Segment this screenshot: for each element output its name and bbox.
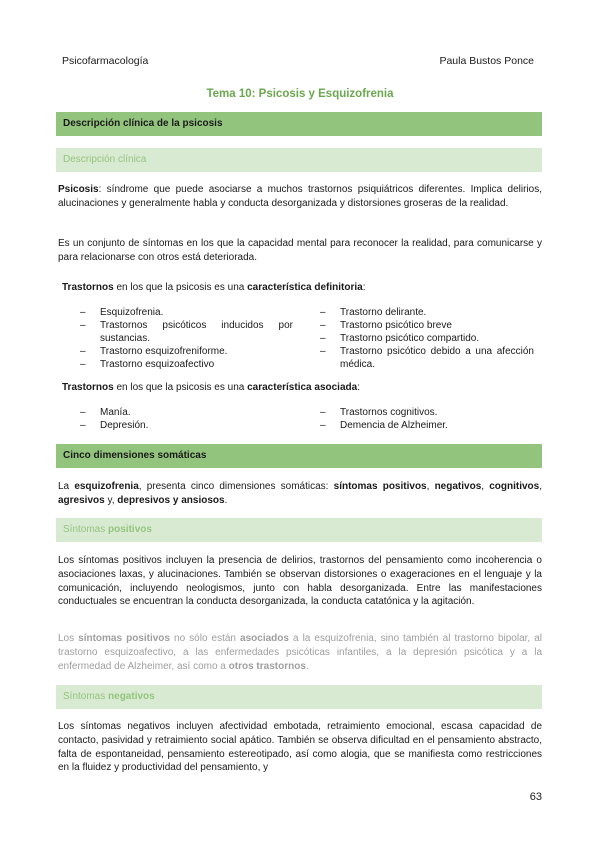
intro-b1: esquizofrenia <box>74 481 139 492</box>
topic-title: Tema 10: Psicosis y Esquizofrenia <box>206 88 394 100</box>
list-item-text: Esquizofrenia. <box>100 307 164 318</box>
intro-t1: La <box>58 481 75 492</box>
note-b2: asociados <box>240 633 289 644</box>
note-t2: no sólo están <box>169 633 241 644</box>
definitoria-intro-t1: en los que la psicosis es una <box>113 282 248 293</box>
intro-b5: agresivos <box>58 494 105 506</box>
intro-t2: , presenta cinco dimensiones somáticas: <box>138 481 334 492</box>
list-item <box>80 358 293 371</box>
asociada-intro-t1: en los que la psicosis es una <box>113 382 248 393</box>
definitoria-intro-t2: : <box>362 282 366 293</box>
list-item <box>80 406 293 419</box>
list-item-text: Trastorno psicótico breve <box>340 320 452 331</box>
dash-glyph: – <box>320 320 326 331</box>
subheading-descripcion-clinica: Descripción clínica <box>56 148 542 172</box>
list-item-text: Trastornos cognitivos. <box>340 407 438 418</box>
list-item <box>80 345 293 358</box>
dash-glyph: – <box>80 307 86 318</box>
dash-glyph: – <box>80 407 86 418</box>
asociada-intro-b2: característica asociada <box>247 382 358 393</box>
section-heading-psicosis: Descripción clínica de la psicosis <box>56 112 542 136</box>
dash-glyph: – <box>320 420 326 431</box>
list-item-text: Trastorno psicótico compartido. <box>340 333 480 344</box>
dash-glyph: – <box>80 359 86 370</box>
note-b1: síntomas positivos <box>78 633 170 644</box>
intro-t7: . <box>224 494 228 506</box>
definitoria-intro-b2: característica definitoria <box>247 282 363 293</box>
list-item-text: Trastorno esquizoafectivo <box>100 359 215 370</box>
list-item-text: Trastorno delirante. <box>340 307 427 318</box>
list-item <box>80 419 293 432</box>
page-number: 63 <box>529 791 542 803</box>
dimensiones-intro <box>58 480 542 508</box>
negativos-paragraph: Los síntomas negativos incluyen afectividad embotada, retraimiento emocional, escasa capacidad de contacto, pasividad y retraimiento social apático. También se observa dificultad en el pensamiento abstracto, falta de espontaneidad, pensamiento estereotipado, así como alogia, que se manifiesta como restricciones en la fluidez y productividad del pensamiento, y <box>58 721 542 774</box>
positivos-paragraph: Los síntomas positivos incluyen la presencia de delirios, trastornos del pensamiento como incoherencia o asociaciones laxas, y alucinaciones. También se observan distorsiones o exageraciones en el lenguaje y la comunicación, incluyendo neologismos, junto con habla desorganizada. Entre las manifestaciones conductuales se encuentran la conducta desorganizada, la conducta catatónica y la agitación. <box>58 555 542 608</box>
list-item <box>320 319 534 332</box>
asociada-intro-b1: Trastornos <box>62 382 114 393</box>
psicosis-term: Psicosis <box>58 184 99 195</box>
list-item <box>320 332 534 345</box>
asociada-list-right <box>320 406 534 432</box>
subheading-normal: Síntomas <box>63 691 109 702</box>
intro-t4: , <box>481 481 490 492</box>
list-item <box>80 306 293 319</box>
definitoria-intro-b1: Trastornos <box>62 282 114 293</box>
note-t4: . <box>305 660 309 672</box>
subheading-sintomas-positivos <box>56 518 542 542</box>
dash-glyph: – <box>80 320 86 331</box>
section-heading-dimensiones: Cinco dimensiones somáticas <box>56 444 542 468</box>
subheading-sintomas-negativos <box>56 685 542 709</box>
psicosis-definition <box>58 183 542 211</box>
definitoria-list-left <box>80 306 293 371</box>
dash-glyph: – <box>320 307 326 318</box>
note-t3: a la esquizofrenia, sino también al trastorno bipolar, al trastorno esquizoafectivo, a las enfermedades psicóticas infantiles, a la depresión psicótica y a la enfermedad de Alzheimer, así como a <box>58 633 543 672</box>
subheading-normal: Síntomas <box>63 524 109 535</box>
intro-b2: síntomas positivos <box>333 481 427 492</box>
asociada-list-left <box>80 406 293 432</box>
header-subject: Psicofarmacología <box>62 55 149 67</box>
note-b3: otros trastornos <box>228 660 306 672</box>
dash-glyph: – <box>80 346 86 357</box>
note-t1: Los <box>58 633 79 644</box>
intro-t6: y, <box>104 494 118 506</box>
intro-b6: depresivos y ansiosos <box>117 494 225 506</box>
intro-t3: , <box>426 481 435 492</box>
list-item-text: Trastorno psicótico debido a una afección médica. <box>340 346 534 370</box>
list-item-text: Manía. <box>100 407 131 418</box>
dash-glyph: – <box>320 346 326 357</box>
intro-b4: cognitivos <box>489 481 540 492</box>
list-item <box>320 345 534 371</box>
asociada-intro-t2: : <box>357 382 360 393</box>
subheading-bold: negativos <box>108 691 155 702</box>
intro-b3: negativos <box>434 481 482 492</box>
definitoria-list-right <box>320 306 534 371</box>
dash-glyph: – <box>80 420 86 431</box>
list-item <box>320 419 534 432</box>
dash-glyph: – <box>320 407 326 418</box>
positivos-note <box>58 632 542 673</box>
header-author: Paula Bustos Ponce <box>439 55 534 67</box>
paragraph-conjunto-sintomas: Es un conjunto de síntomas en los que la capacidad mental para reconocer la realidad, para comunicarse y para relacionarse con otros está deteriorada. <box>58 238 542 263</box>
list-item <box>320 306 534 319</box>
list-item-text: Trastorno esquizofreniforme. <box>100 346 228 357</box>
list-item-text: Trastornos psicóticos inducidos por sustancias. <box>100 320 293 344</box>
definitoria-intro <box>62 281 546 295</box>
list-item-text: Demencia de Alzheimer. <box>340 420 448 431</box>
list-item-text: Depresión. <box>100 420 149 431</box>
psicosis-def-text: : síndrome que puede asociarse a muchos trastornos psiquiátricos diferentes. Implica delirios, alucinaciones y generalmente habla y conducta desorganizada y distorsiones groseras de la realidad. <box>58 184 542 209</box>
intro-t5: , <box>539 481 543 492</box>
subheading-bold: positivos <box>108 524 152 535</box>
list-item <box>80 319 293 345</box>
asociada-intro <box>62 381 546 395</box>
list-item <box>320 406 534 419</box>
dash-glyph: – <box>320 333 326 344</box>
